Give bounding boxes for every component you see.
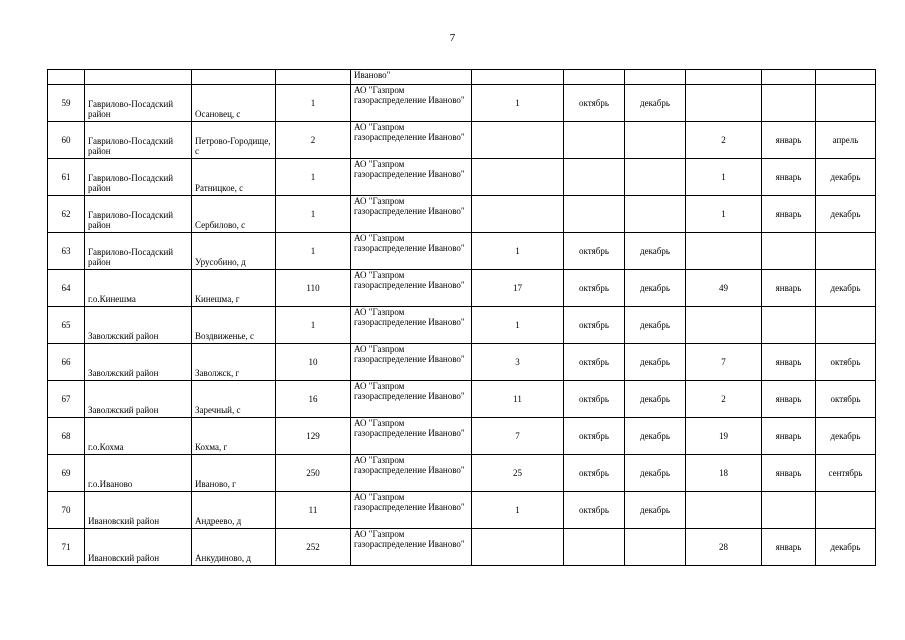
stage1-end-cell: декабрь xyxy=(625,455,686,492)
cell-empty xyxy=(564,70,625,85)
district-cell: Гаврилово-Посадский район xyxy=(85,122,192,159)
row-number-cell: 61 xyxy=(48,159,85,196)
continuation-supplier: Иваново" xyxy=(351,70,472,85)
object-count-cell: 10 xyxy=(276,344,351,381)
district-cell: г.о.Кинешма xyxy=(85,270,192,307)
stage1-start-cell: октябрь xyxy=(564,344,625,381)
table-row xyxy=(48,159,876,196)
stage1-start-cell xyxy=(564,529,625,566)
gasification-schedule-table xyxy=(47,69,876,566)
stage2-end-cell: октябрь xyxy=(816,344,876,381)
stage2-end-cell: декабрь xyxy=(816,418,876,455)
row-number-cell: 64 xyxy=(48,270,85,307)
stage1-count-cell xyxy=(472,529,564,566)
stage1-count-cell: 25 xyxy=(472,455,564,492)
stage2-start-cell xyxy=(762,233,816,270)
row-number-cell: 69 xyxy=(48,455,85,492)
stage2-count-cell xyxy=(686,492,762,529)
stage1-count-cell: 1 xyxy=(472,307,564,344)
table-row xyxy=(48,418,876,455)
stage2-end-cell xyxy=(816,307,876,344)
stage1-count-cell xyxy=(472,196,564,233)
district-cell: г.о.Кохма xyxy=(85,418,192,455)
stage1-end-cell: декабрь xyxy=(625,344,686,381)
district-cell: г.о.Иваново xyxy=(85,455,192,492)
supplier-cell: АО "Газпром газораспределение Иваново" xyxy=(351,455,472,492)
stage2-end-cell xyxy=(816,233,876,270)
settlement-cell: Урусобино, д xyxy=(192,233,276,270)
stage1-end-cell: декабрь xyxy=(625,307,686,344)
settlement-cell: Иваново, г xyxy=(192,455,276,492)
table-row xyxy=(48,196,876,233)
supplier-cell: АО "Газпром газораспределение Иваново" xyxy=(351,122,472,159)
settlement-cell: Петрово-Городище, с xyxy=(192,122,276,159)
stage2-count-cell: 1 xyxy=(686,196,762,233)
cell-empty xyxy=(762,70,816,85)
object-count-cell: 16 xyxy=(276,381,351,418)
stage2-end-cell: декабрь xyxy=(816,159,876,196)
settlement-cell: Сербилово, с xyxy=(192,196,276,233)
stage2-start-cell xyxy=(762,85,816,122)
stage2-start-cell: январь xyxy=(762,381,816,418)
row-number-cell: 70 xyxy=(48,492,85,529)
object-count-cell: 1 xyxy=(276,233,351,270)
table-row xyxy=(48,307,876,344)
cell-empty xyxy=(472,70,564,85)
settlement-cell: Андреево, д xyxy=(192,492,276,529)
supplier-cell: АО "Газпром газораспределение Иваново" xyxy=(351,270,472,307)
stage2-count-cell: 2 xyxy=(686,381,762,418)
district-cell: Ивановский район xyxy=(85,492,192,529)
settlement-cell: Анкудиново, д xyxy=(192,529,276,566)
row-number-cell: 71 xyxy=(48,529,85,566)
stage2-count-cell xyxy=(686,85,762,122)
row-number-cell: 67 xyxy=(48,381,85,418)
stage2-start-cell: январь xyxy=(762,455,816,492)
stage1-count-cell: 11 xyxy=(472,381,564,418)
stage1-end-cell: декабрь xyxy=(625,418,686,455)
stage1-start-cell xyxy=(564,159,625,196)
district-cell: Заволжский район xyxy=(85,344,192,381)
stage2-start-cell xyxy=(762,492,816,529)
supplier-cell: АО "Газпром газораспределение Иваново" xyxy=(351,344,472,381)
cell-empty xyxy=(686,70,762,85)
stage1-end-cell: декабрь xyxy=(625,233,686,270)
supplier-cell: АО "Газпром газораспределение Иваново" xyxy=(351,381,472,418)
supplier-cell: АО "Газпром газораспределение Иваново" xyxy=(351,196,472,233)
stage2-count-cell: 19 xyxy=(686,418,762,455)
stage1-count-cell xyxy=(472,122,564,159)
supplier-cell: АО "Газпром газораспределение Иваново" xyxy=(351,159,472,196)
stage1-start-cell: октябрь xyxy=(564,455,625,492)
object-count-cell: 2 xyxy=(276,122,351,159)
table-row xyxy=(48,85,876,122)
stage2-count-cell: 28 xyxy=(686,529,762,566)
object-count-cell: 1 xyxy=(276,159,351,196)
stage1-end-cell: декабрь xyxy=(625,270,686,307)
settlement-cell: Заречный, с xyxy=(192,381,276,418)
stage1-start-cell: октябрь xyxy=(564,307,625,344)
settlement-cell: Кохма, г xyxy=(192,418,276,455)
settlement-cell: Воздвиженье, с xyxy=(192,307,276,344)
table-row xyxy=(48,529,876,566)
table-row xyxy=(48,233,876,270)
stage2-start-cell: январь xyxy=(762,159,816,196)
stage2-end-cell: сентябрь xyxy=(816,455,876,492)
stage1-end-cell: декабрь xyxy=(625,85,686,122)
stage2-count-cell: 2 xyxy=(686,122,762,159)
object-count-cell: 1 xyxy=(276,196,351,233)
stage2-end-cell xyxy=(816,85,876,122)
stage1-count-cell: 3 xyxy=(472,344,564,381)
table-row xyxy=(48,455,876,492)
table-row xyxy=(48,122,876,159)
stage2-end-cell: декабрь xyxy=(816,270,876,307)
stage2-start-cell: январь xyxy=(762,529,816,566)
stage2-start-cell xyxy=(762,307,816,344)
stage2-start-cell: январь xyxy=(762,344,816,381)
stage2-count-cell: 18 xyxy=(686,455,762,492)
stage1-end-cell: декабрь xyxy=(625,492,686,529)
settlement-cell: Кинешма, г xyxy=(192,270,276,307)
supplier-cell: АО "Газпром газораспределение Иваново" xyxy=(351,233,472,270)
supplier-cell: АО "Газпром газораспределение Иваново" xyxy=(351,529,472,566)
district-cell: Заволжский район xyxy=(85,381,192,418)
row-number-cell: 66 xyxy=(48,344,85,381)
object-count-cell: 11 xyxy=(276,492,351,529)
district-cell: Гаврилово-Посадский район xyxy=(85,196,192,233)
settlement-cell: Ратницкое, с xyxy=(192,159,276,196)
object-count-cell: 250 xyxy=(276,455,351,492)
settlement-cell: Осановец, с xyxy=(192,85,276,122)
district-cell: Гаврилово-Посадский район xyxy=(85,159,192,196)
stage1-count-cell: 7 xyxy=(472,418,564,455)
object-count-cell: 252 xyxy=(276,529,351,566)
stage1-end-cell xyxy=(625,122,686,159)
cell-empty xyxy=(192,70,276,85)
stage2-end-cell: октябрь xyxy=(816,381,876,418)
stage2-end-cell: декабрь xyxy=(816,196,876,233)
stage1-end-cell xyxy=(625,196,686,233)
row-number-cell: 62 xyxy=(48,196,85,233)
stage1-start-cell: октябрь xyxy=(564,85,625,122)
district-cell: Гаврилово-Посадский район xyxy=(85,85,192,122)
stage1-count-cell xyxy=(472,159,564,196)
stage2-count-cell: 49 xyxy=(686,270,762,307)
object-count-cell: 110 xyxy=(276,270,351,307)
row-number-cell: 59 xyxy=(48,85,85,122)
cell-empty xyxy=(85,70,192,85)
cell-empty xyxy=(276,70,351,85)
continuation-row xyxy=(48,70,876,85)
stage1-start-cell: октябрь xyxy=(564,381,625,418)
stage2-start-cell: январь xyxy=(762,196,816,233)
page-number: 7 xyxy=(449,32,456,44)
cell-empty xyxy=(48,70,85,85)
row-number-cell: 68 xyxy=(48,418,85,455)
object-count-cell: 1 xyxy=(276,85,351,122)
supplier-cell: АО "Газпром газораспределение Иваново" xyxy=(351,418,472,455)
settlement-cell: Заволжск, г xyxy=(192,344,276,381)
row-number-cell: 63 xyxy=(48,233,85,270)
row-number-cell: 60 xyxy=(48,122,85,159)
stage1-start-cell: октябрь xyxy=(564,418,625,455)
stage1-end-cell: декабрь xyxy=(625,381,686,418)
supplier-cell: АО "Газпром газораспределение Иваново" xyxy=(351,307,472,344)
stage1-start-cell xyxy=(564,196,625,233)
object-count-cell: 1 xyxy=(276,307,351,344)
supplier-cell: АО "Газпром газораспределение Иваново" xyxy=(351,85,472,122)
stage2-end-cell: декабрь xyxy=(816,529,876,566)
stage1-start-cell: октябрь xyxy=(564,233,625,270)
district-cell: Заволжский район xyxy=(85,307,192,344)
stage2-count-cell xyxy=(686,307,762,344)
stage1-start-cell: октябрь xyxy=(564,492,625,529)
row-number-cell: 65 xyxy=(48,307,85,344)
stage1-count-cell: 1 xyxy=(472,492,564,529)
stage1-end-cell xyxy=(625,529,686,566)
stage1-end-cell xyxy=(625,159,686,196)
stage2-start-cell: январь xyxy=(762,270,816,307)
stage1-count-cell: 17 xyxy=(472,270,564,307)
table-row xyxy=(48,344,876,381)
object-count-cell: 129 xyxy=(276,418,351,455)
stage1-count-cell: 1 xyxy=(472,233,564,270)
stage2-start-cell: январь xyxy=(762,122,816,159)
cell-empty xyxy=(816,70,876,85)
cell-empty xyxy=(625,70,686,85)
district-cell: Ивановский район xyxy=(85,529,192,566)
stage2-count-cell: 1 xyxy=(686,159,762,196)
stage2-end-cell xyxy=(816,492,876,529)
table-row xyxy=(48,270,876,307)
table-row xyxy=(48,492,876,529)
stage1-start-cell: октябрь xyxy=(564,270,625,307)
stage1-count-cell: 1 xyxy=(472,85,564,122)
table-row xyxy=(48,381,876,418)
district-cell: Гаврилово-Посадский район xyxy=(85,233,192,270)
supplier-cell: АО "Газпром газораспределение Иваново" xyxy=(351,492,472,529)
stage2-end-cell: апрель xyxy=(816,122,876,159)
stage2-start-cell: январь xyxy=(762,418,816,455)
table-body xyxy=(48,70,876,566)
stage2-count-cell xyxy=(686,233,762,270)
stage2-count-cell: 7 xyxy=(686,344,762,381)
stage1-start-cell xyxy=(564,122,625,159)
